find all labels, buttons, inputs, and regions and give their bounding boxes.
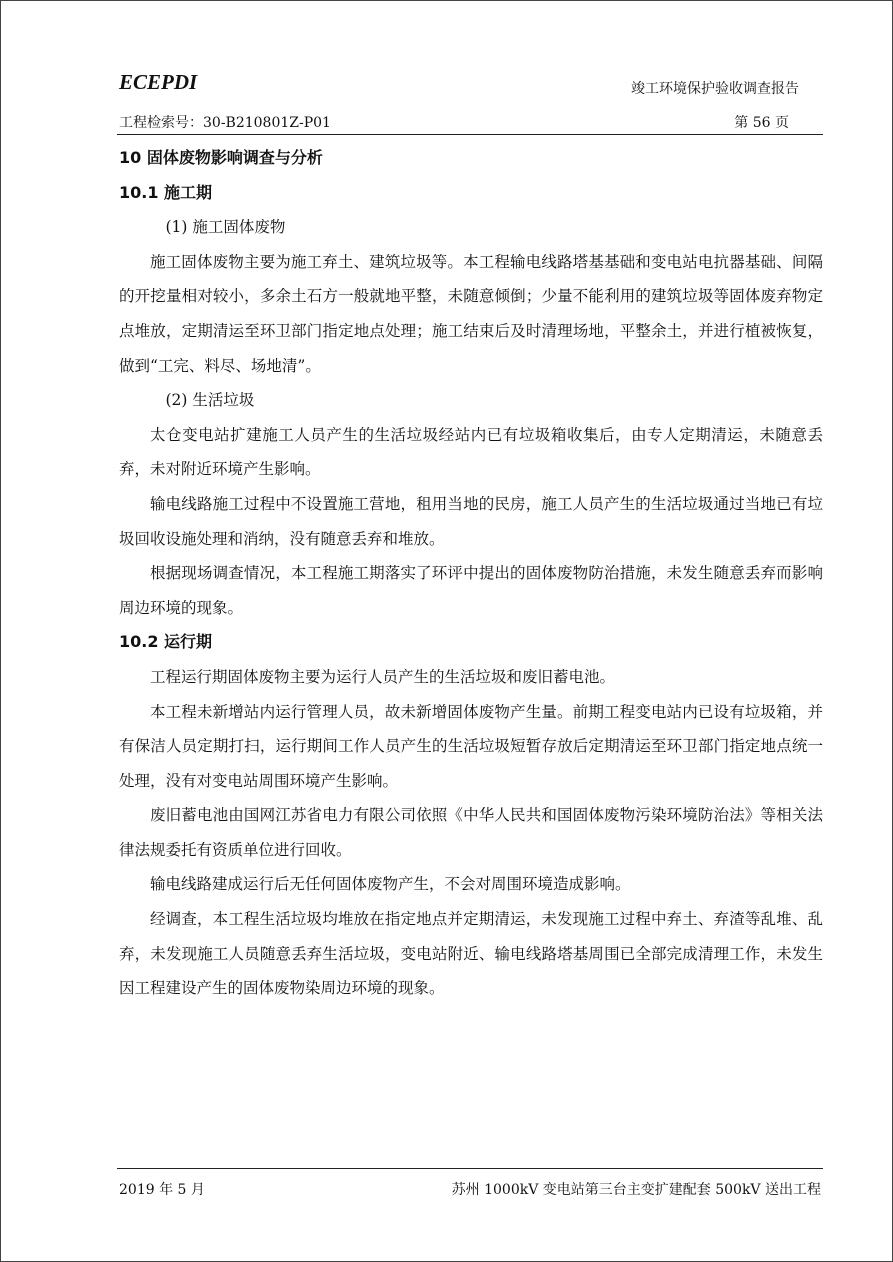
paragraph: 输电线路施工过程中不设置施工营地，租用当地的民房，施工人员产生的生活垃圾通过当地已有垃圾回收设施处理和消纳，没有随意丢弃和堆放。: [119, 494, 823, 548]
subsection-heading-operation: 10.2 运行期: [119, 632, 213, 652]
paragraph: 本工程未新增站内运行管理人员，故未新增固体废物产生量。前期工程变电站内已设有垃圾箱，并有保洁人员定期打扫，运行期间工作人员产生的生活垃圾短暂存放后定期清运至环卫部门指定地点统一处理，没有对变电站周围环境产生影响。: [119, 702, 823, 790]
page-number: 第 56 页: [734, 115, 789, 131]
footer-divider: [117, 1168, 823, 1169]
footer-date: 2019 年 5 月: [119, 1182, 205, 1198]
brand-logo-text: ECEPDI: [119, 70, 198, 94]
document-body: [119, 141, 823, 1006]
paragraph: 废旧蓄电池由国网江苏省电力有限公司依照《中华人民共和国固体废物污染环境防治法》等相关法律法规委托有资质单位进行回收。: [119, 806, 823, 859]
subsection-heading-construction: 10.1 施工期: [119, 182, 213, 202]
item-title-domestic-waste: (2) 生活垃圾: [165, 391, 255, 410]
paragraph: 输电线路建成运行后无任何固体废物产生，不会对周围环境造成影响。: [150, 875, 631, 894]
report-title: 竣工环境保护验收调查报告: [631, 81, 799, 97]
project-index-number: 工程检索号：30-B210801Z-P01: [119, 115, 331, 131]
item-title-construction-waste: (1) 施工固体废物: [165, 218, 286, 237]
paragraph: 根据现场调查情况，本工程施工期落实了环评中提出的固体废物防治措施，未发生随意丢弃而影响周边环境的现象。: [119, 564, 823, 617]
paragraph: 太仓变电站扩建施工人员产生的生活垃圾经站内已有垃圾箱收集后，由专人定期清运，未随意丢弃，未对附近环境产生影响。: [119, 425, 823, 479]
paragraph: 施工固体废物主要为施工弃土、建筑垃圾等。本工程输电线路塔基基础和变电站电抗器基础、间隔的开挖量相对较小，多余土石方一般就地平整，未随意倾倒；少量不能利用的建筑垃圾等固体废弃物定点堆放，定期清运至环卫部门指定地点处理；施工结束后及时清理场地，平整余土，并进行植被恢复，做到“工完、料尽、场地清”。: [119, 252, 823, 375]
footer-project-name: 苏州 1000kV 变电站第三台主变扩建配套 500kV 送出工程: [451, 1182, 821, 1198]
paragraph: 经调查，本工程生活垃圾均堆放在指定地点并定期清运，未发现施工过程中弃土、弃渣等乱堆、乱弃，未发现施工人员随意丢弃生活垃圾，变电站附近、输电线路塔基周围已全部完成清理工作，未发生因工程建设产生的固体废物染周边环境的现象。: [119, 910, 823, 998]
paragraph: 工程运行期固体废物主要为运行人员产生的生活垃圾和废旧蓄电池。: [150, 667, 616, 686]
section-title: 10 固体废物影响调查与分析: [119, 148, 323, 167]
header-divider: [117, 134, 823, 135]
